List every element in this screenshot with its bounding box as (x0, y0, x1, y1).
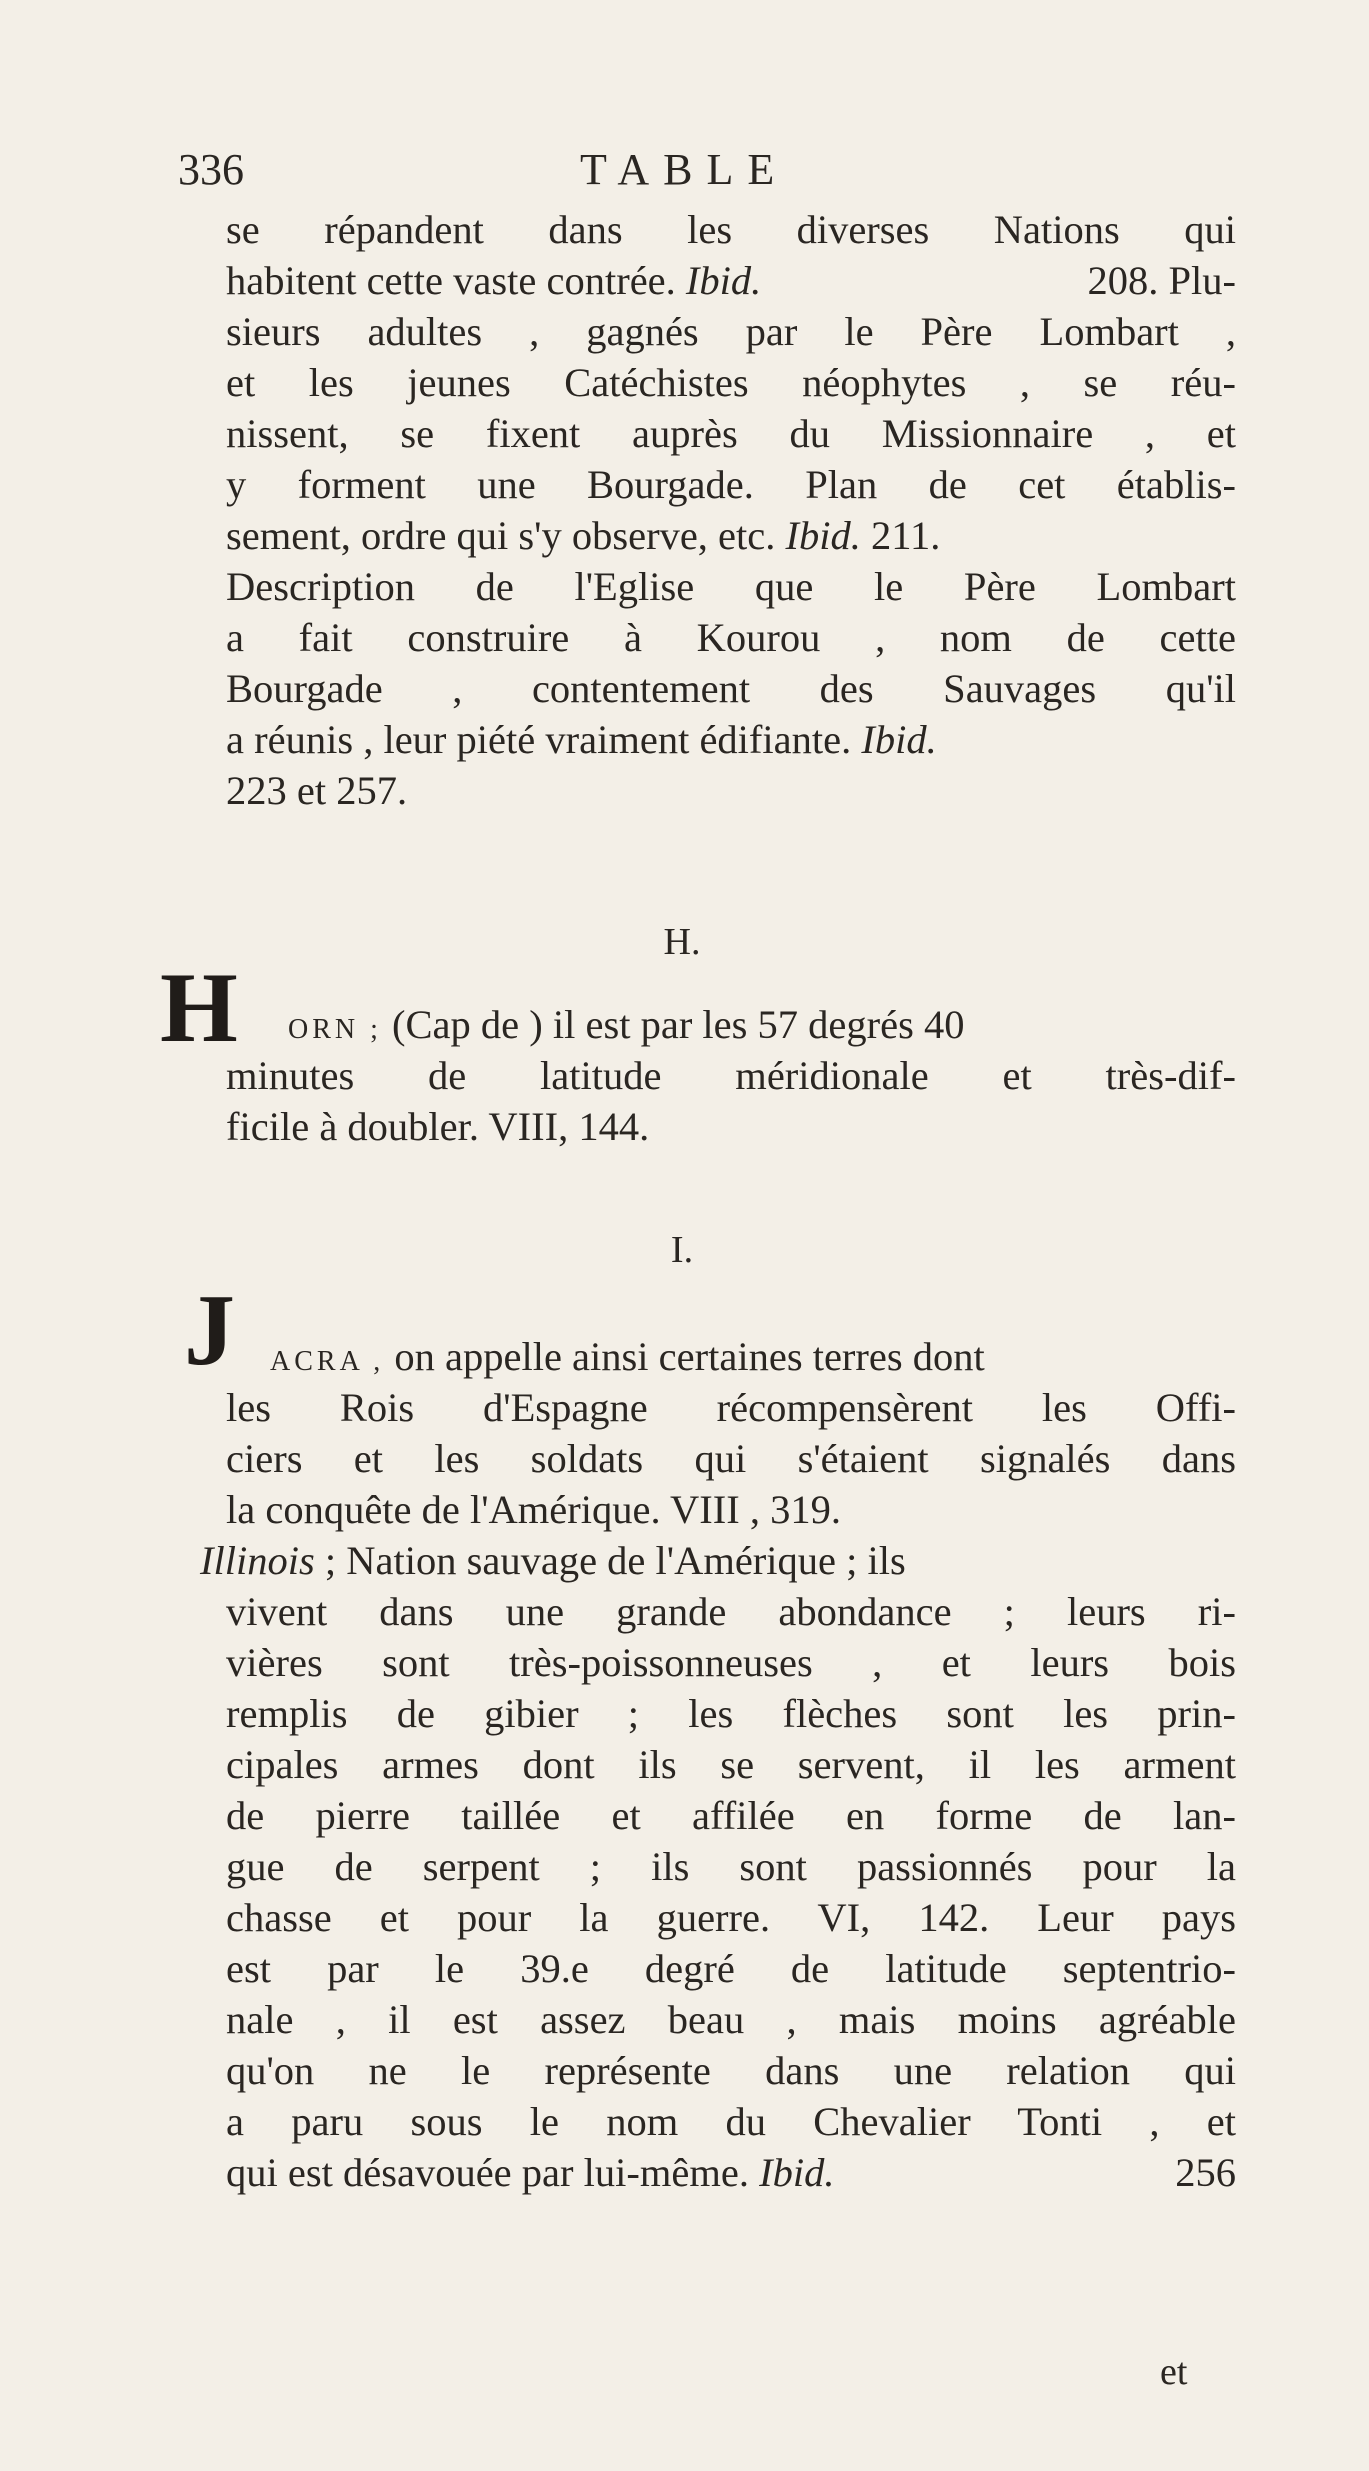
text-line: y forment une Bourgade. Plan de cet établis- (226, 462, 1236, 507)
text-line: vières sont très-poissonneuses , et leurs bois (226, 1640, 1236, 1685)
text-line: habitent cette vaste contrée. Ibid. 208. Plu- (226, 258, 1236, 303)
text-line: Description de l'Eglise que le Père Lombart (226, 564, 1236, 609)
ibid-reference: Ibid. (861, 717, 937, 762)
text-line: de pierre taillée et affilée en forme de lan- (226, 1793, 1236, 1838)
text-line: et les jeunes Catéchistes néophytes , se réu- (226, 360, 1236, 405)
entry-keyword: ORN ; (288, 1014, 382, 1045)
text-line: Bourgade , contentement des Sauvages qu'il (226, 666, 1236, 711)
text-line: qu'on ne le représente dans une relation qui (226, 2048, 1236, 2093)
text-line: les Rois d'Espagne récompensèrent les Offi- (226, 1385, 1236, 1430)
text-line: ORN ; (Cap de ) il est par les 57 degrés 40 (288, 1002, 965, 1047)
section-heading-i: I. (670, 1229, 694, 1271)
text-line: sement, ordre qui s'y observe, etc. Ibid. 211. (226, 513, 941, 558)
text-line: cipales armes dont ils se servent, il les arment (226, 1742, 1236, 1787)
text-line: vivent dans une grande abondance ; leurs ri- (226, 1589, 1236, 1634)
text-line: est par le 39.e degré de latitude septentrio- (226, 1946, 1236, 1991)
text-line: remplis de gibier ; les flèches sont les prin- (226, 1691, 1236, 1736)
dropcap-j: J (184, 1274, 235, 1387)
text-line: nissent, se fixent auprès du Missionnaire , et (226, 411, 1236, 456)
text-line: a paru sous le nom du Chevalier Tonti , et (226, 2099, 1236, 2144)
ibid-reference: Ibid. (759, 2150, 835, 2195)
dropcap-h: H (160, 952, 238, 1063)
text-line: chasse et pour la guerre. VI, 142. Leur pays (226, 1895, 1236, 1940)
section-heading-h: H. (663, 921, 701, 963)
text-line: a réunis , leur piété vraiment édifiante. Ibid. (226, 717, 937, 762)
text-line: ficile à doubler. VIII, 144. (226, 1104, 650, 1149)
text-line: Illinois ; Nation sauvage de l'Amérique ; ils (200, 1538, 906, 1583)
ibid-reference: Ibid. (685, 258, 762, 303)
running-header (178, 142, 1258, 198)
running-title: TABLE (580, 145, 789, 194)
ibid-reference: Ibid. (785, 513, 861, 558)
text-line: minutes de latitude méridionale et très-dif- (226, 1053, 1236, 1098)
text-line: gue de serpent ; ils sont passionnés pour la (226, 1844, 1236, 1889)
text-line: qui est désavouée par lui-même. Ibid. 256 (226, 2150, 1236, 2195)
entry-keyword: Illinois (200, 1538, 315, 1583)
text-line: la conquête de l'Amérique. VIII , 319. (226, 1487, 841, 1532)
entry-keyword: ACRA , (270, 1346, 385, 1377)
text-line: a fait construire à Kourou , nom de cette (226, 615, 1236, 660)
text-line: ACRA , on appelle ainsi certaines terres dont (270, 1334, 985, 1379)
text-line: 223 et 257. (226, 768, 408, 813)
text-line: nale , il est assez beau , mais moins agréable (226, 1997, 1236, 2042)
text-line: se répandent dans les diverses Nations qui (226, 207, 1236, 252)
catchword: et (1160, 2351, 1188, 2393)
text-line: ciers et les soldats qui s'étaient signalés dans (226, 1436, 1236, 1481)
text-line: sieurs adultes , gagnés par le Père Lombart , (226, 309, 1236, 354)
page-number: 336 (178, 145, 244, 194)
